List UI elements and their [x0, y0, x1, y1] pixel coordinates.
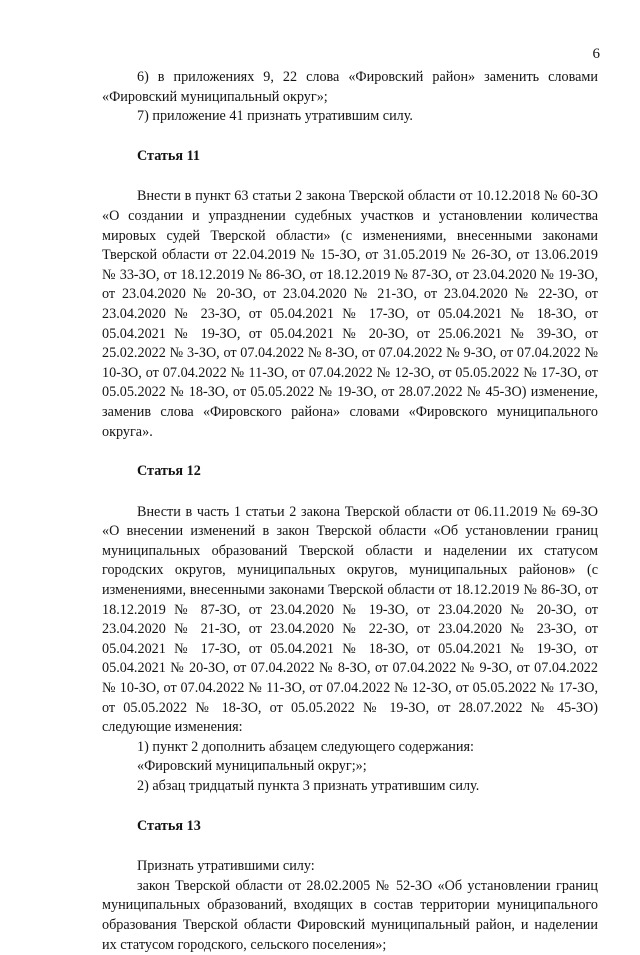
article-12-title: Статья 12 — [137, 463, 201, 480]
article-12-quote: «Фировский муниципальный округ;»; — [137, 758, 367, 775]
article-12-item-1: 1) пункт 2 дополнить абзацем следующего содержания: — [137, 738, 474, 755]
intro-item-6: 6) в приложениях 9, 22 слова «Фировский район» заменить словами «Фировский муниципальный округ»; — [102, 69, 598, 105]
article-13-item-1: закон Тверской области от 28.02.2005 № 52-ЗО «Об установлении границ муниципальных образований, входящих в состав территории муниципального образования Тверской области Фировский муниципальный район, и наделении их статусом городского, сельского поселения»; — [102, 877, 598, 953]
page-number: 6 — [592, 46, 600, 62]
article-12-item-2: 2) абзац тридцатый пункта 3 признать утратившим силу. — [137, 778, 480, 794]
article-11-title: Статья 11 — [137, 147, 201, 164]
article-13-lead: Признать утратившими силу: — [137, 858, 315, 875]
document-body — [102, 68, 598, 955]
article-12-text: Внести в часть 1 статьи 2 закона Тверской области от 06.11.2019 № 69-ЗО «О внесении изменений в закон Тверской области «Об установлении границ муниципальных образований Тверской области и наделении их статусом городских округов, муниципальных округов, муниципальных районов» (с изменениями, внесенными законами Тверской области от 18.12.2019 № 86-ЗО, от 18.12.2019 № 87-ЗО, от 23.04.2020 № 19-ЗО, от 23.04.2020 № 20-ЗО, от 23.04.2020 № 21-ЗО, от 23.04.2020 № 22-ЗО, от 23.04.2020 № 23-ЗО, от 05.04.2021 № 17-ЗО, от 05.04.2021 № 18-ЗО, от 05.04.2021 № 19-ЗО, от 05.04.2021 № 20-ЗО, от 07.04.2022 № 8-ЗО, от 07.04.2022 № 9-ЗО, от 07.04.2022 № 10-ЗО, от 07.04.2022 № 11-ЗО, от 07.04.2022 № 12-ЗО, от 05.05.2022 № 17-ЗО, от 05.05.2022 № 18-ЗО, от 05.05.2022 № 19-ЗО, от 28.07.2022 № 45-ЗО) следующие изменения: — [102, 503, 598, 736]
article-11-text: Внести в пункт 63 статьи 2 закона Тверской области от 10.12.2018 № 60-ЗО «О создании и упразднении судебных участков и установлении количества мировых судей Тверской области» (с изменениями, внесенными законами Тверской области от 22.04.2019 № 15-ЗО, от 31.05.2019 № 26-ЗО, от 13.06.2019 № 33-ЗО, от 18.12.2019 № 86-ЗО, от 18.12.2019 № 87-ЗО, от 23.04.2020 № 19-ЗО, от 23.04.2020 № 20-ЗО, от 23.04.2020 № 21-ЗО, от 23.04.2020 № 22-ЗО, от 23.04.2020 № 23-ЗО, от 05.04.2021 № 17-ЗО, от 05.04.2021 № 18-ЗО, от 05.04.2021 № 19-ЗО, от 05.04.2021 № 20-ЗО, от 25.06.2021 № 39-ЗО, от 25.02.2022 № 3-ЗО, от 07.04.2022 № 8-ЗО, от 07.04.2022 № 9-ЗО, от 07.04.2022 № 10-ЗО, от 07.04.2022 № 11-ЗО, от 07.04.2022 № 12-ЗО, от 05.05.2022 № 17-ЗО, от 05.05.2022 № 18-ЗО, от 05.05.2022 № 19-ЗО, от 28.07.2022 № 45-ЗО) изменение, заменив слова «Фировского района» словами «Фировского муниципального округа». — [102, 188, 598, 440]
intro-item-7: 7) приложение 41 признать утратившим силу. — [137, 108, 413, 125]
article-13-title: Статья 13 — [137, 817, 201, 834]
